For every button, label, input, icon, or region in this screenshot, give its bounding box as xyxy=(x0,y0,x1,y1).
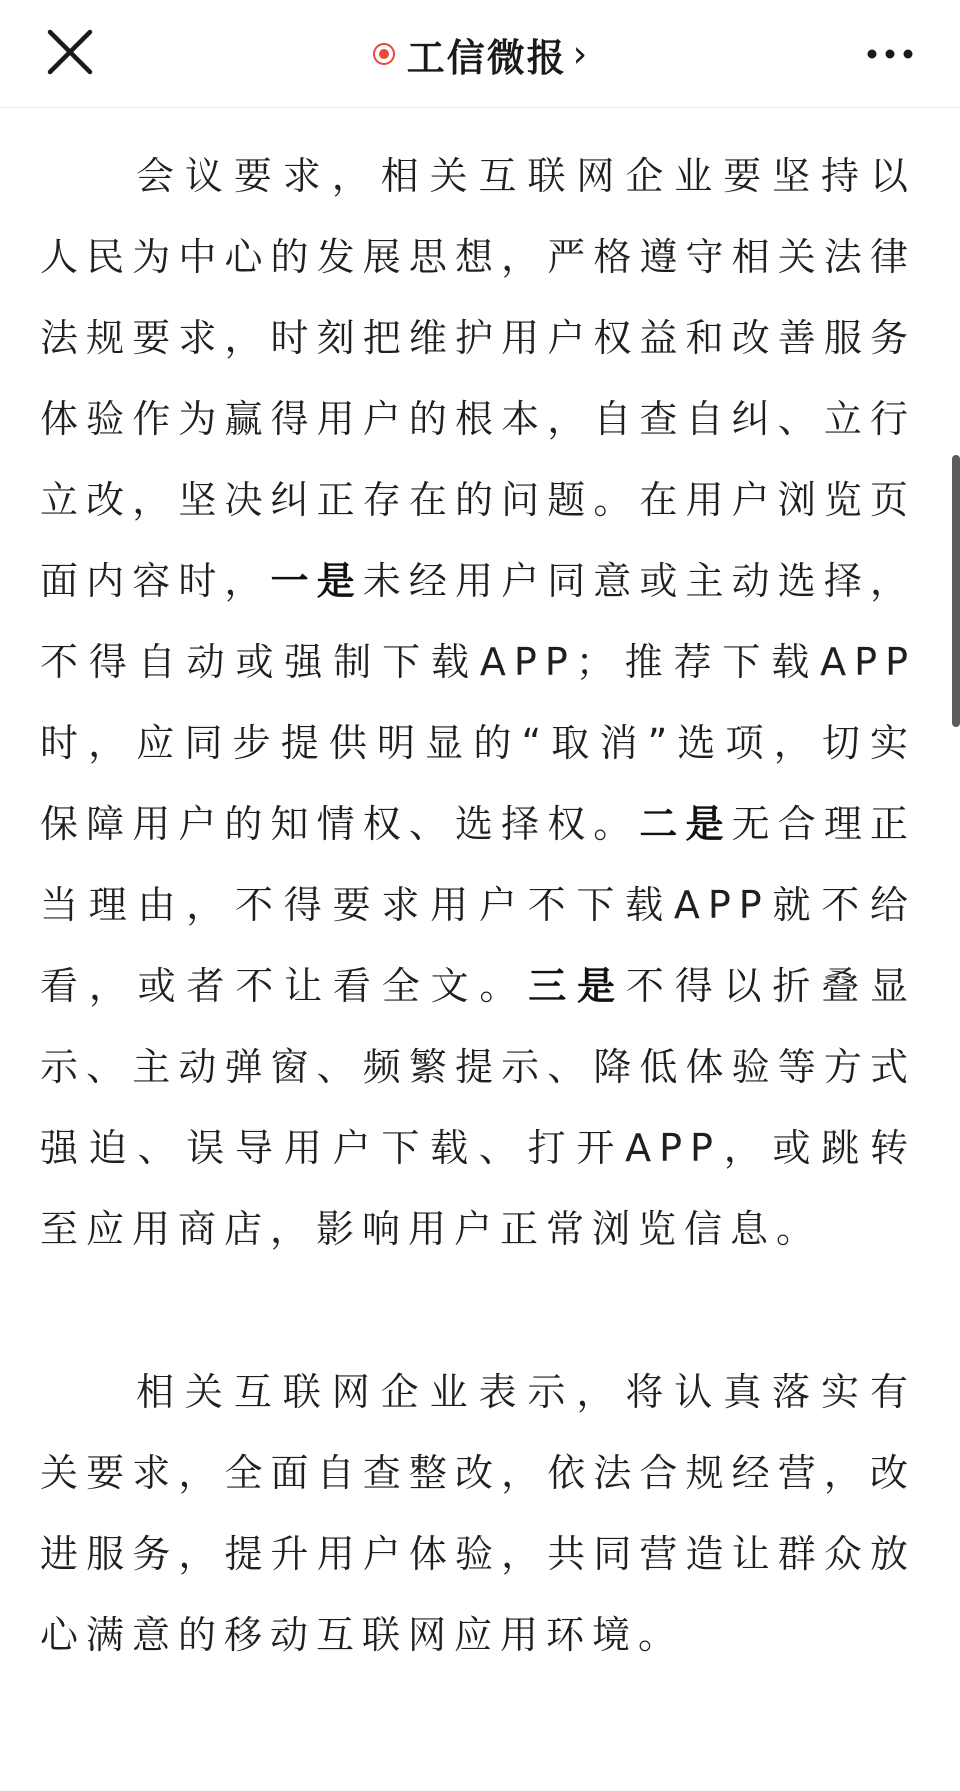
account-title: 工信微报 xyxy=(406,35,567,80)
article-paragraph-1 xyxy=(40,136,916,1270)
page-scrollbar[interactable] xyxy=(952,455,960,727)
account-title-link[interactable] xyxy=(0,28,960,80)
paragraph-gap xyxy=(40,1270,916,1352)
highlight-third: 三是 xyxy=(528,964,626,1008)
article-body xyxy=(40,136,916,1676)
more-icon xyxy=(864,44,916,64)
highlight-second: 二是 xyxy=(639,802,732,846)
paragraph-1-text-c: 无合理正当理由，不得要求用户不下载APP就不给看，或者不让看全文。 xyxy=(40,802,916,1008)
paragraph-1-text-b: 未经用户同意或主动选择，不得自动或强制下载APP；推荐下载APP时，应同步提供明显的“取消”选项，切实保障用户的知情权、选择权。 xyxy=(40,559,916,846)
highlight-first: 一是 xyxy=(270,559,363,603)
paragraph-1-text-d: 不得以折叠显示、主动弹窗、频繁提示、降低体验等方式强迫、误导用户下载、打开APP，或跳转至应用商店，影响用户正常浏览信息。 xyxy=(40,964,916,1251)
article-paragraph-2: 相关互联网企业表示，将认真落实有关要求，全面自查整改，依法合规经营，改进服务，提升用户体验，共同营造让群众放心满意的移动互联网应用环境。 xyxy=(40,1370,916,1657)
more-button[interactable] xyxy=(864,44,916,64)
paragraph-1-text-a: 会议要求，相关互联网企业要坚持以人民为中心的发展思想，严格遵守相关法律法规要求，时刻把维护用户权益和改善服务体验作为赢得用户的根本，自查自纠、立行立改，坚决纠正存在的问题。在用户浏览页面内容时， xyxy=(40,154,916,603)
live-dot-icon xyxy=(373,43,395,65)
chevron-right-icon: › xyxy=(572,32,588,76)
top-navigation-bar xyxy=(0,0,960,108)
